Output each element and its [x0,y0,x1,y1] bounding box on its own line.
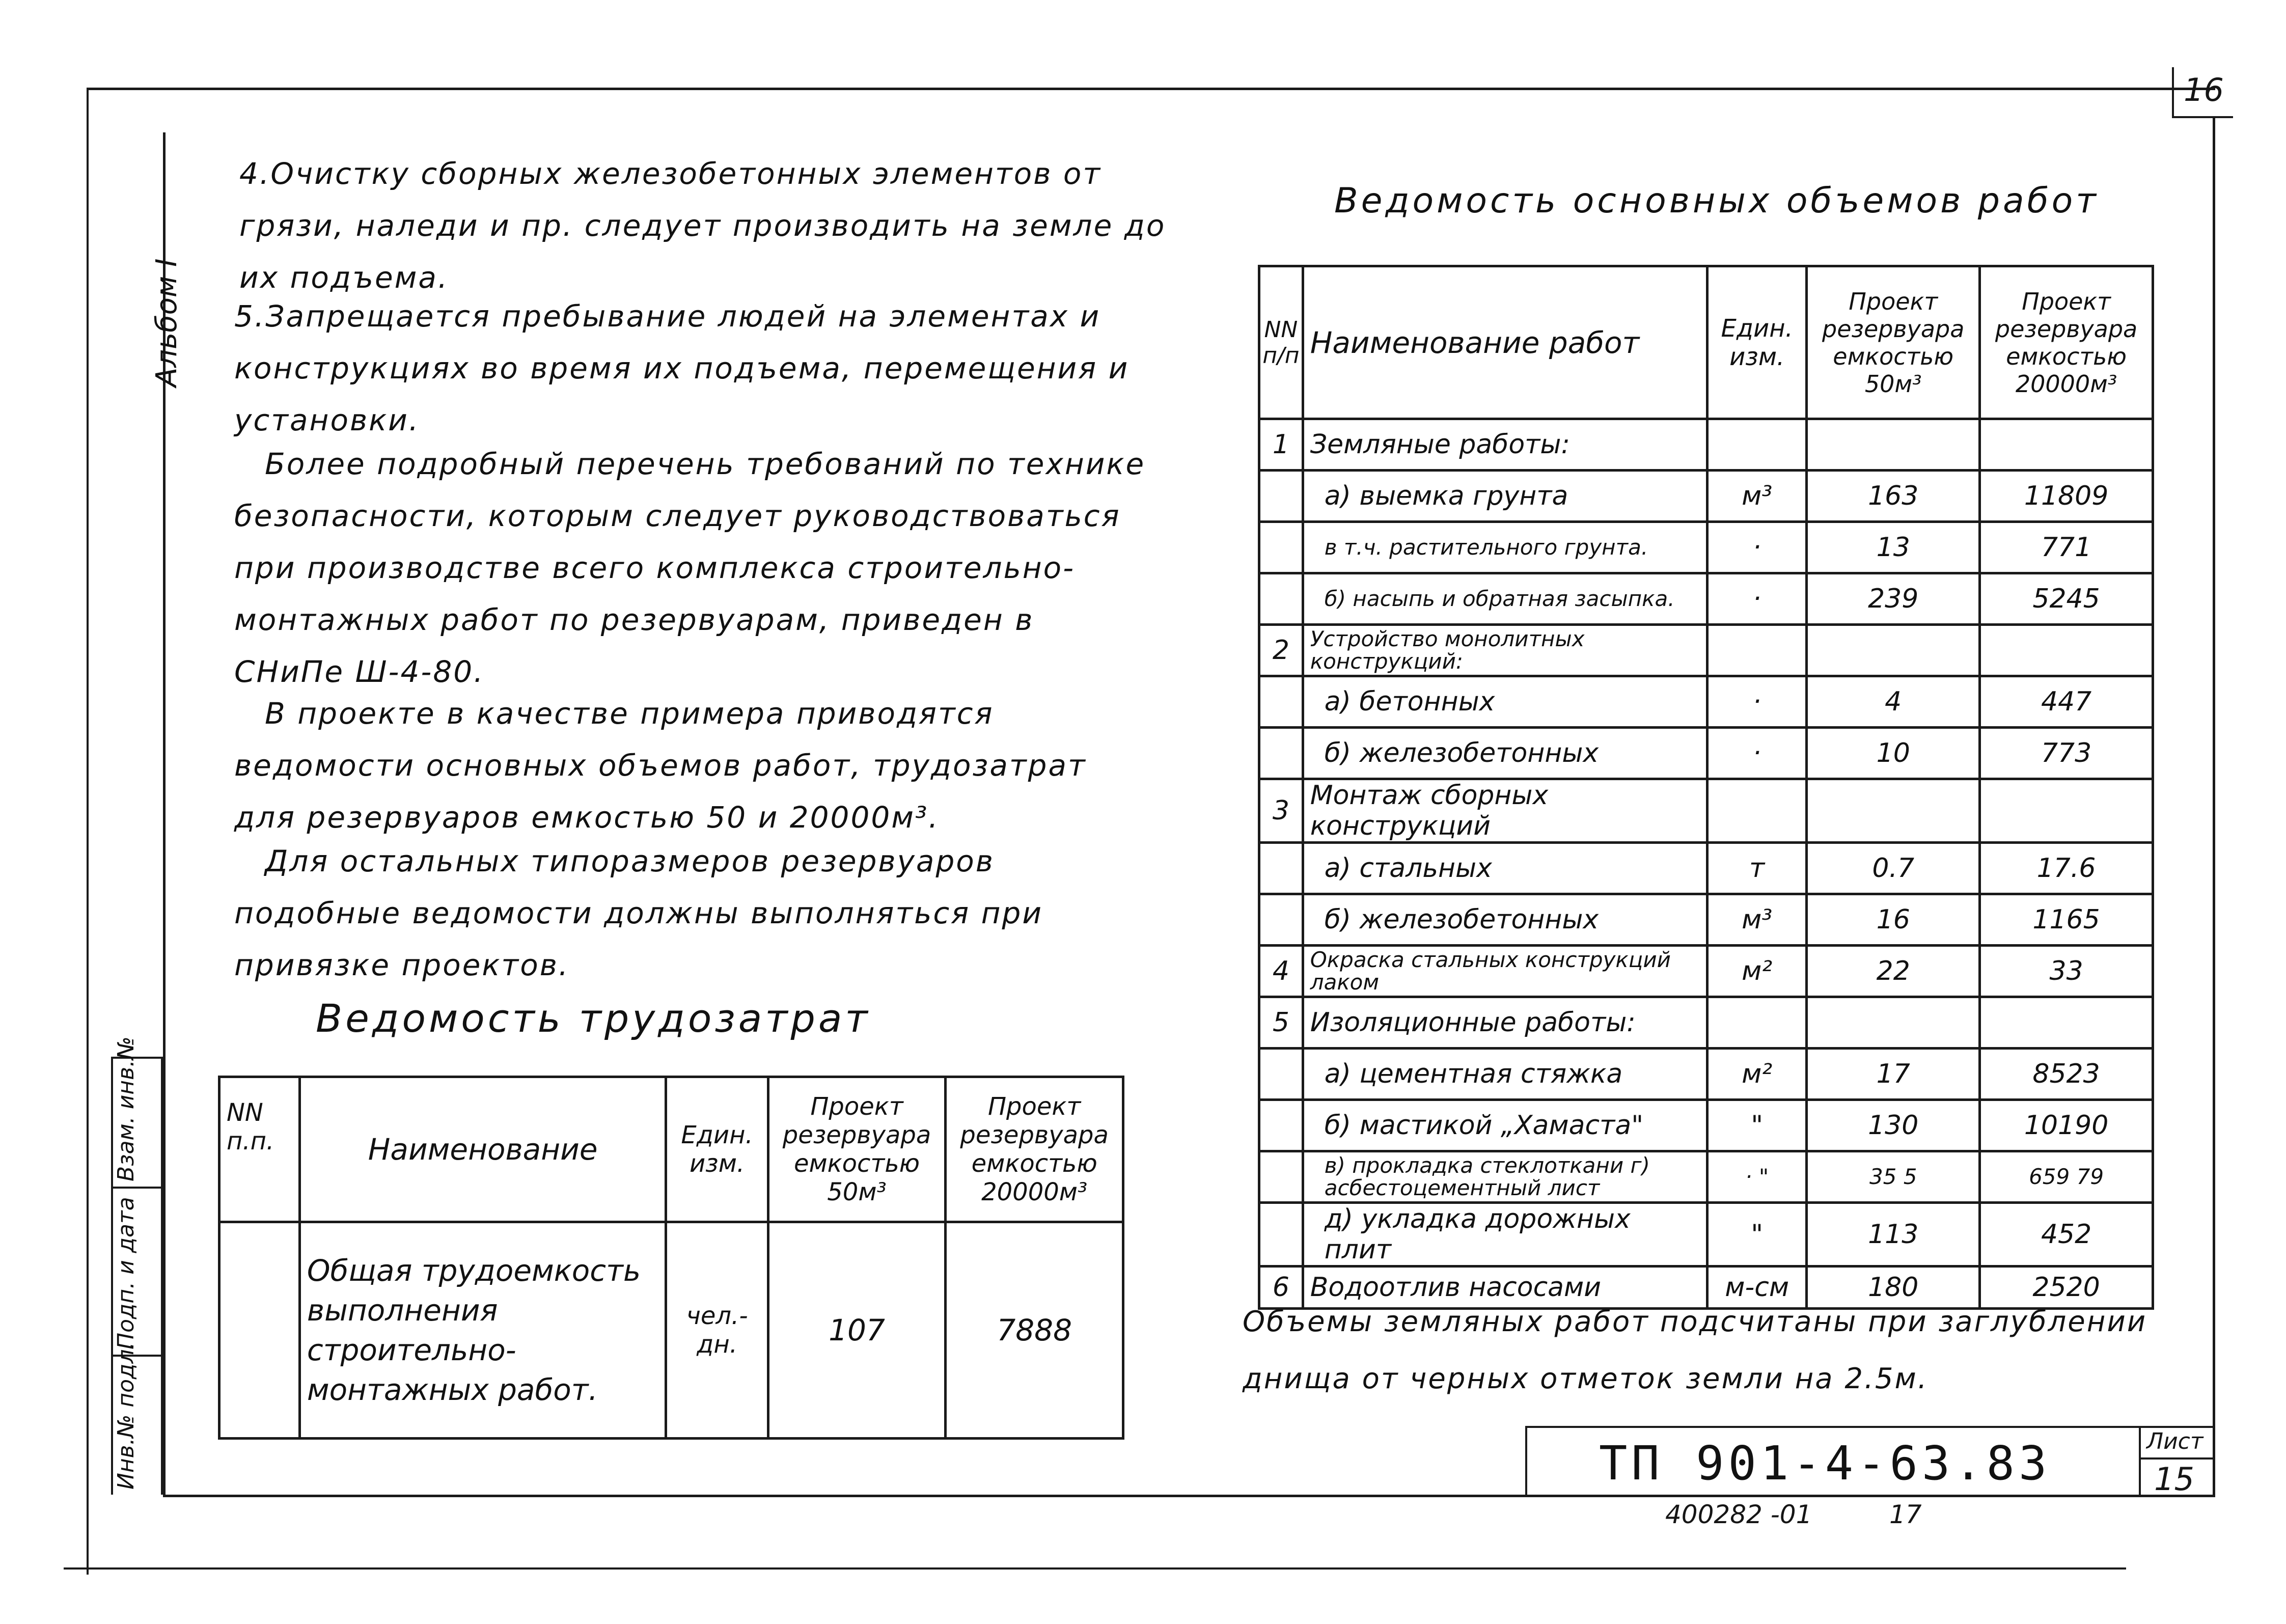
footnote-line: Объемы земляных работ подсчитаны при заглублении [1243,1305,2147,1338]
paragraph-line: конструкциях во время их подъема, перемещения и [234,351,1130,386]
paragraph-line: их подъема. [239,260,449,295]
cell-unit [1707,419,1807,471]
cell-20000: 17.6 [1980,843,2153,894]
frame-bottom-line [163,1495,2215,1497]
cell-20000: 773 [1980,728,2153,779]
cell-name: Водоотлив насосами [1303,1267,1707,1309]
paragraph-line: грязи, наледи и пр. следует производить на земле до [239,208,1166,243]
footnote-line: днища от черных отметок земли на 2.5м. [1243,1362,1929,1395]
cell-nn [1259,728,1303,779]
col-name: Наименование работ [1303,266,1707,419]
cell-20000 [1980,779,2153,843]
cell-50: 17 [1807,1049,1980,1100]
table-row [1259,471,2153,522]
cell-nn [1259,676,1303,728]
table-row [1259,946,2153,997]
paragraph-4 [239,148,1166,304]
table-row [1259,1203,2153,1267]
cell-50: 22 [1807,946,1980,997]
cell-unit: м² [1707,946,1807,997]
cell-unit: " [1707,1100,1807,1151]
cell-20000: 771 [1980,522,2153,573]
cell-20000: 10190 [1980,1100,2153,1151]
paragraph-example [234,687,1141,843]
cell-nn [1259,522,1303,573]
cell-nn [1259,471,1303,522]
stamp-cell-1: Инв.№ подл. [113,1342,139,1490]
table-header-row [1259,266,2153,419]
col-20000: Проект резервуара емкостью 20000м³ [946,1077,1123,1222]
paragraph-line: при производстве всего комплекса строительно- [234,550,1076,585]
cell-unit: чел.-дн. [666,1222,768,1439]
table-row [1259,728,2153,779]
cell-unit: м² [1707,1049,1807,1100]
paragraph-line: подобные ведомости должны выполняться при [234,896,1043,930]
paragraph-line: Для остальных типоразмеров резервуаров [265,844,995,878]
cell-unit: м³ [1707,894,1807,946]
frame-top-line [87,88,2215,90]
table-row [1259,779,2153,843]
cell-20000: 447 [1980,676,2153,728]
cell-name: Изоляционные работы: [1303,997,1707,1049]
cell-unit [1707,779,1807,843]
cell-nn [1259,1049,1303,1100]
top-box-left [2172,67,2174,118]
cell-20000: 452 [1980,1203,2153,1267]
table-row [1259,573,2153,625]
paragraph-line: Более подробный перечень требований по технике [265,447,1146,481]
cell-50: 180 [1807,1267,1980,1309]
cell-unit: т [1707,843,1807,894]
labour-table [218,1076,1124,1440]
cell-name: б) мастикой „Хамаста" [1303,1100,1707,1151]
cell-50: 35 5 [1807,1151,1980,1203]
titleblock-top [1525,1426,2215,1428]
table-row [1259,1100,2153,1151]
cell-unit [1707,625,1807,676]
cell-50: 10 [1807,728,1980,779]
cell-nn [1259,843,1303,894]
paragraph-line: СНиПе Ш-4-80. [234,654,485,689]
col-nn: NN п/п [1259,266,1303,419]
cell-name: б) насыпь и обратная засыпка. [1303,573,1707,625]
cell-nn [1259,894,1303,946]
cell-20000: 7888 [946,1222,1123,1439]
cell-name: д) укладка дорожных плит [1303,1203,1707,1267]
table-row [1259,419,2153,471]
stamp-cell-3: Взам. инв.№ [113,1036,139,1181]
cell-50: 4 [1807,676,1980,728]
cell-50 [1807,625,1980,676]
cell-unit [1707,997,1807,1049]
col-50: Проект резервуара емкостью 50м³ [768,1077,946,1222]
paragraph-line: 4.Очистку сборных железобетонных элементов от [239,156,1102,191]
cell-20000 [1980,997,2153,1049]
titleblock-sheet-divider [2139,1426,2141,1497]
cell-50: 130 [1807,1100,1980,1151]
cell-50: 113 [1807,1203,1980,1267]
cell-50 [1807,997,1980,1049]
col-nn: NN п.п. [219,1077,300,1222]
cell-nn: 6 [1259,1267,1303,1309]
paragraph-line: ведомости основных объемов работ, трудозатрат [234,748,1087,783]
titleblock-left [1525,1426,1527,1497]
cell-name: а) выемка грунта [1303,471,1707,522]
cell-50 [1807,419,1980,471]
paragraph-other-sizes [234,835,1141,991]
outer-bottom-line [64,1567,2126,1570]
archive-number: 400282 -01 [1665,1500,1812,1529]
cell-50: 163 [1807,471,1980,522]
cell-20000: 33 [1980,946,2153,997]
table-row [1259,894,2153,946]
works-table [1258,265,2154,1310]
cell-20000: 1165 [1980,894,2153,946]
cell-nn: 1 [1259,419,1303,471]
top-page-number: 16 [2184,71,2224,108]
paragraph-line: 5.Запрещается пребывание людей на элементах и [234,299,1101,334]
outer-left-line [87,88,89,1575]
archive-page: 17 [1889,1500,1922,1529]
col-unit: Един. изм. [666,1077,768,1222]
frame-right-line [2213,117,2215,1497]
table-row [1259,676,2153,728]
table-row [219,1222,1123,1439]
cell-unit: · [1707,676,1807,728]
cell-50: 107 [768,1222,946,1439]
paragraph-line: монтажных работ по резервуарам, приведен в [234,602,1034,637]
cell-20000: 659 79 [1980,1151,2153,1203]
paragraph-line: безопасности, которым следует руководствоваться [234,499,1121,533]
cell-unit: · [1707,728,1807,779]
titleblock-sheet-hline [2139,1457,2215,1460]
cell-20000: 8523 [1980,1049,2153,1100]
sheet-number: 15 [2154,1461,2194,1498]
cell-20000: 11809 [1980,471,2153,522]
cell-nn: 3 [1259,779,1303,843]
cell-name: в т.ч. растительного грунта. [1303,522,1707,573]
cell-nn [219,1222,300,1439]
cell-nn [1259,1203,1303,1267]
cell-20000 [1980,419,2153,471]
cell-unit: " [1707,1203,1807,1267]
cell-unit: м³ [1707,471,1807,522]
cell-nn [1259,573,1303,625]
paragraph-line: привязке проектов. [234,948,570,982]
cell-20000 [1980,625,2153,676]
cell-name: а) цементная стяжка [1303,1049,1707,1100]
table-row [1259,843,2153,894]
sheet-label: Лист [2146,1428,2204,1454]
cell-unit: · [1707,573,1807,625]
col-50: Проект резервуара емкостью 50м³ [1807,266,1980,419]
cell-name: Устройство монолитных конструкций: [1303,625,1707,676]
cell-unit: · [1707,522,1807,573]
cell-name: б) железобетонных [1303,728,1707,779]
album-label: Альбом I [150,258,183,387]
table-row [1259,625,2153,676]
paragraph-line: В проекте в качестве примера приводятся [265,696,994,731]
cell-50 [1807,779,1980,843]
cell-50: 239 [1807,573,1980,625]
cell-name: Окраска стальных конструкций лаком [1303,946,1707,997]
cell-nn [1259,1100,1303,1151]
cell-name: а) бетонных [1303,676,1707,728]
doc-code: ТП 901-4-63.83 [1599,1436,2051,1491]
paragraph-5 [234,290,1141,446]
cell-name: а) стальных [1303,843,1707,894]
col-unit: Един. изм. [1707,266,1807,419]
paragraph-line: для резервуаров емкостью 50 и 20000м³. [234,800,940,835]
stamp-right-line [161,1057,163,1495]
paragraph-safety [234,438,1146,698]
labour-table-title: Ведомость трудозатрат [316,996,871,1041]
cell-name: б) железобетонных [1303,894,1707,946]
cell-20000: 2520 [1980,1267,2153,1309]
stamp-div-2 [111,1187,162,1189]
cell-nn [1259,1151,1303,1203]
paragraph-line: установки. [234,403,420,437]
table-row [1259,997,2153,1049]
cell-name: в) прокладка стеклоткани г) асбестоцементный лист [1303,1151,1707,1203]
cell-nn: 5 [1259,997,1303,1049]
cell-20000: 5245 [1980,573,2153,625]
col-name: Наименование [299,1077,666,1222]
cell-50: 13 [1807,522,1980,573]
table-header-row [219,1077,1123,1222]
top-box-bottom [2172,116,2233,118]
works-table-title: Ведомость основных объемов работ [1334,181,2099,221]
footnote [1243,1293,2147,1408]
table-row [1259,522,2153,573]
cell-name: Земляные работы: [1303,419,1707,471]
cell-unit: м-см [1707,1267,1807,1309]
cell-50: 0.7 [1807,843,1980,894]
cell-50: 16 [1807,894,1980,946]
cell-unit: · " [1707,1151,1807,1203]
stamp-cell-2: Подп. и дата [113,1197,139,1350]
cell-name: Общая трудоемкость выполнения строительно-монтажных работ. [299,1222,666,1439]
table-row [1259,1151,2153,1203]
col-20000: Проект резервуара емкостью 20000м³ [1980,266,2153,419]
cell-name: Монтаж сборных конструкций [1303,779,1707,843]
cell-nn: 4 [1259,946,1303,997]
cell-nn: 2 [1259,625,1303,676]
table-row [1259,1049,2153,1100]
